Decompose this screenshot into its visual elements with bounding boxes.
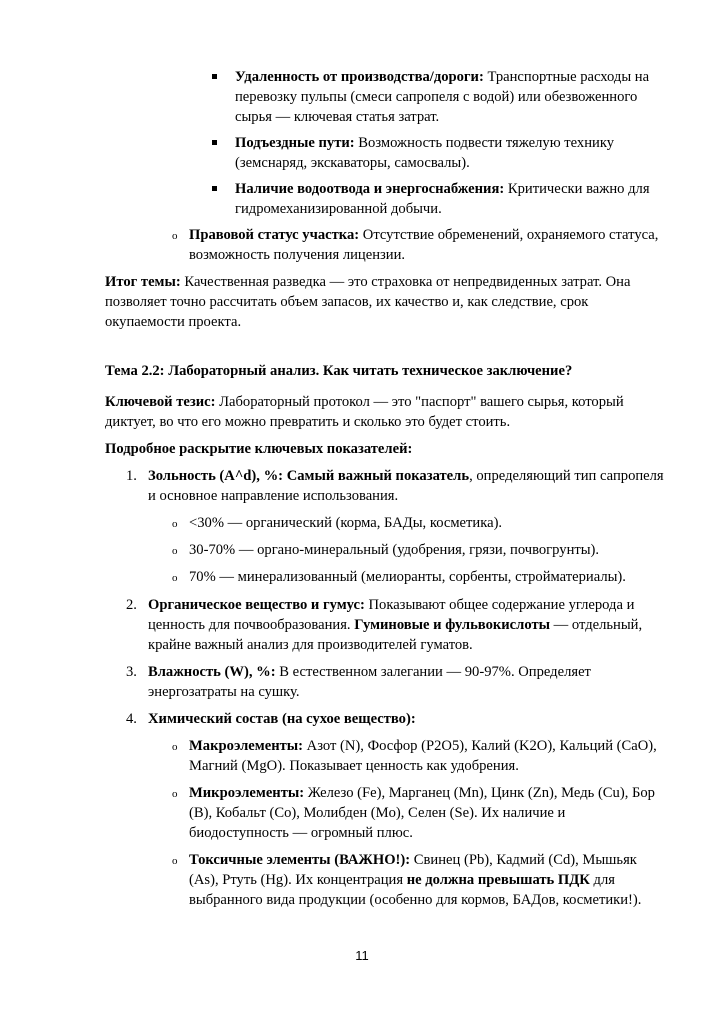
toxic-line-2: (As), Ртуть (Hg). Их концентрация не должна превышать ПДК для bbox=[189, 872, 615, 888]
ash-sub-mineral: 70% — минерализованный (мелиоранты, сорбенты, стройматериалы). bbox=[189, 569, 626, 585]
bullet-square-icon bbox=[212, 186, 217, 191]
chem-heading: Химический состав (на сухое вещество): bbox=[148, 711, 416, 727]
circle-bullet-icon: o bbox=[172, 518, 178, 530]
summary-line-3: окупаемости проекта. bbox=[105, 314, 242, 330]
moisture-line-2: энергозатраты на сушку. bbox=[148, 684, 300, 700]
ash-sub-organic: <30% — органический (корма, БАДы, косметика). bbox=[189, 515, 503, 531]
list-number: 3. bbox=[126, 664, 137, 680]
circle-bullet-icon: o bbox=[172, 788, 178, 800]
micro-line-1: Микроэлементы: Железо (Fe), Марганец (Mn), Цинк (Zn), Медь (Cu), Бор bbox=[189, 785, 655, 801]
thesis-line-2: диктует, во что его можно превратить и сколько это будет стоить. bbox=[105, 414, 511, 430]
bullet-access-line-2: (земснаряд, экскаваторы, самосвалы). bbox=[235, 155, 470, 171]
toxic-line-3: выбранного вида продукции (особенно для кормов, БАДов, косметики!). bbox=[189, 892, 642, 908]
list-number: 4. bbox=[126, 711, 137, 727]
macro-line-1: Макроэлементы: Азот (N), Фосфор (P2O5), Калий (K2O), Кальций (CaO), bbox=[189, 738, 657, 754]
macro-line-2: Магний (MgO). Показывает ценность как удобрения. bbox=[189, 758, 519, 774]
bullet-access-line-1: Подъездные пути: Возможность подвести тяжелую технику bbox=[235, 135, 615, 151]
ash-line-1: Зольность (A^d), %: Самый важный показатель, определяющий тип сапропеля bbox=[148, 468, 664, 484]
organic-line-3: крайне важный анализ для производителей гуматов. bbox=[148, 637, 473, 653]
circle-bullet-icon: o bbox=[172, 572, 178, 584]
legal-status-line-2: возможность получения лицензии. bbox=[189, 247, 406, 263]
list-number: 2. bbox=[126, 597, 137, 613]
circle-bullet-icon: o bbox=[172, 545, 178, 557]
moisture-line-1: Влажность (W), %: В естественном залегании — 90-97%. Определяет bbox=[148, 664, 591, 680]
summary-line-2: позволяет точно рассчитать объем запасов, их качество и, как следствие, срок bbox=[105, 294, 589, 310]
bullet-distance-line-2: перевозку пульпы (смеси сапропеля с водой) или обезвоженного bbox=[235, 89, 638, 105]
legal-status-line-1: Правовой статус участка: Отсутствие обременений, охраняемого статуса, bbox=[189, 227, 659, 243]
page-number: 11 bbox=[355, 948, 369, 963]
micro-line-2: (B), Кобальт (Co), Молибден (Mo), Селен (Se). Их наличие и bbox=[189, 805, 566, 821]
thesis-line-1: Ключевой тезис: Лабораторный протокол — это "паспорт" вашего сырья, который bbox=[105, 394, 624, 410]
circle-bullet-icon: o bbox=[172, 230, 178, 242]
circle-bullet-icon: o bbox=[172, 741, 178, 753]
organic-line-1: Органическое вещество и гумус: Показывают общее содержание углерода и bbox=[148, 597, 635, 613]
details-heading: Подробное раскрытие ключевых показателей: bbox=[105, 441, 413, 457]
summary-line-1: Итог темы: Качественная разведка — это страховка от непредвиденных затрат. Она bbox=[105, 274, 631, 290]
bullet-distance-line-3: сырья — ключевая статья затрат. bbox=[235, 109, 440, 125]
bullet-energy-line-2: гидромеханизированной добычи. bbox=[235, 201, 442, 217]
list-number: 1. bbox=[126, 468, 137, 484]
bullet-square-icon bbox=[212, 74, 217, 79]
micro-line-3: биодоступность — огромный плюс. bbox=[189, 825, 413, 841]
toxic-line-1: Токсичные элементы (ВАЖНО!): Свинец (Pb), Кадмий (Cd), Мышьяк bbox=[189, 852, 637, 868]
ash-sub-organomineral: 30-70% — органо-минеральный (удобрения, грязи, почвогрунты). bbox=[189, 542, 600, 558]
circle-bullet-icon: o bbox=[172, 855, 178, 867]
bullet-square-icon bbox=[212, 140, 217, 145]
bullet-energy-line-1: Наличие водоотвода и энергоснабжения: Критически важно для bbox=[235, 181, 650, 197]
organic-line-2: ценность для почвообразования. Гуминовые и фульвокислоты — отдельный, bbox=[148, 617, 643, 633]
ash-line-2: и основное направление использования. bbox=[148, 488, 399, 504]
bullet-distance-line-1: Удаленность от производства/дороги: Транспортные расходы на bbox=[235, 69, 650, 85]
topic-title: Тема 2.2: Лабораторный анализ. Как читать техническое заключение? bbox=[105, 363, 573, 379]
